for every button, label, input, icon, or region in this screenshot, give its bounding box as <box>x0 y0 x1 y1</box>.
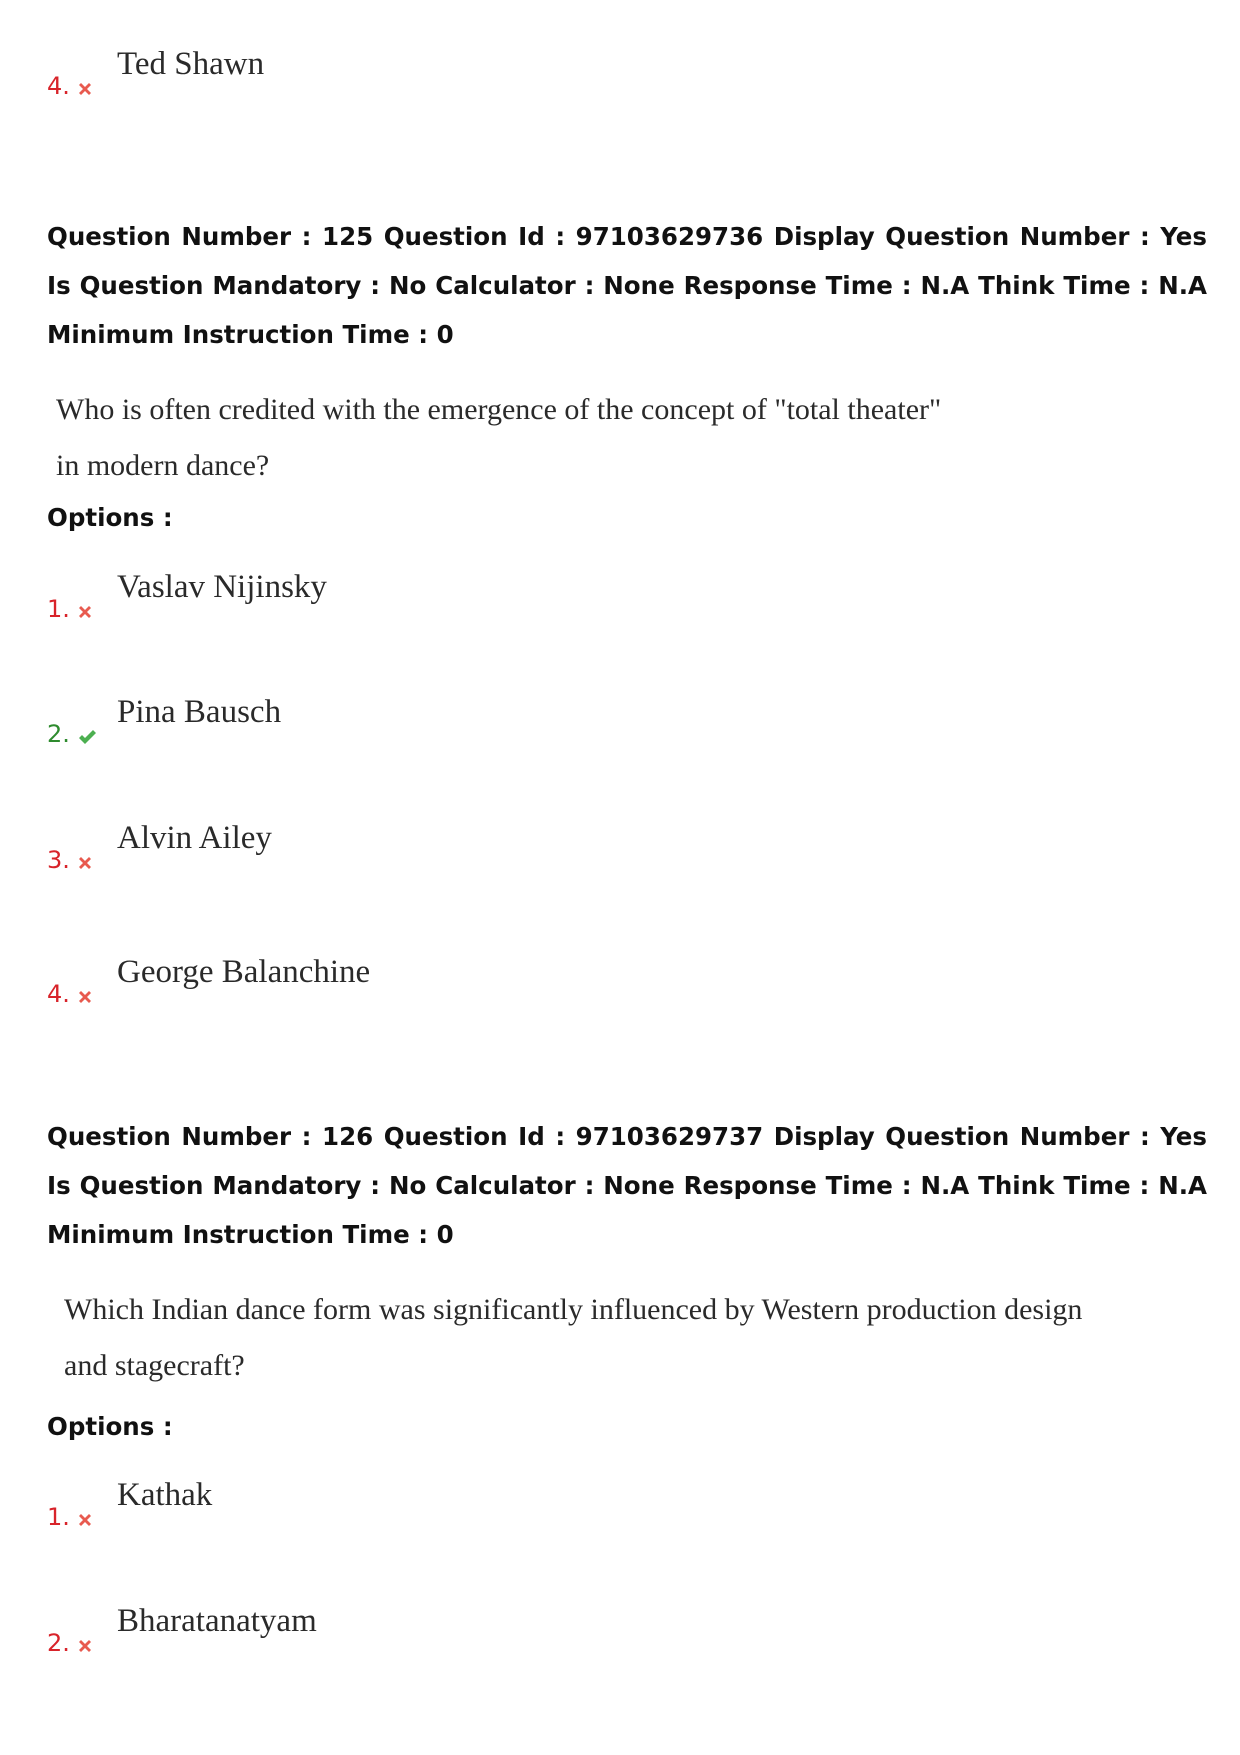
option-text: Pina Bausch <box>117 694 282 730</box>
question-text-line: in modern dance? <box>56 449 270 482</box>
option-item <box>47 44 747 104</box>
cross-icon <box>76 988 94 1006</box>
option-item <box>47 692 747 752</box>
cross-icon <box>76 1637 94 1655</box>
cross-icon <box>76 603 94 621</box>
question-text-line: Which Indian dance form was significantly influenced by Western production design <box>64 1293 1083 1326</box>
option-item <box>47 567 747 627</box>
option-item <box>47 818 747 878</box>
options-label: Options : <box>47 503 173 532</box>
option-item <box>47 952 747 1012</box>
check-icon <box>76 728 98 746</box>
question-meta: Question Number : 125 Question Id : 97103629736 Display Question Number : Yes Is Question Mandatory : No Calculator : None Response Time : N.A Think Time : N.A Minimum Instruction Time : 0 <box>47 222 1207 349</box>
option-number: 4. <box>47 980 70 1008</box>
option-text: George Balanchine <box>117 954 371 990</box>
option-text: Ted Shawn <box>117 46 265 82</box>
option-number: 3. <box>47 846 70 874</box>
option-number: 4. <box>47 72 70 100</box>
question-text-line: and stagecraft? <box>64 1349 245 1382</box>
option-text: Alvin Ailey <box>117 820 272 856</box>
option-number: 2. <box>47 1629 70 1657</box>
option-text: Bharatanatyam <box>117 1603 317 1639</box>
option-number: 1. <box>47 595 70 623</box>
cross-icon <box>76 80 94 98</box>
cross-icon <box>76 854 94 872</box>
question-text-line: Who is often credited with the emergence of the concept of "total theater" <box>56 393 942 426</box>
option-text: Vaslav Nijinsky <box>117 569 327 605</box>
options-label: Options : <box>47 1412 173 1441</box>
option-number: 1. <box>47 1503 70 1531</box>
question-meta: Question Number : 126 Question Id : 97103629737 Display Question Number : Yes Is Question Mandatory : No Calculator : None Response Time : N.A Think Time : N.A Minimum Instruction Time : 0 <box>47 1122 1207 1249</box>
option-item <box>47 1475 747 1535</box>
option-number: 2. <box>47 720 70 748</box>
option-text: Kathak <box>117 1477 213 1513</box>
cross-icon <box>76 1511 94 1529</box>
option-item <box>47 1601 747 1661</box>
